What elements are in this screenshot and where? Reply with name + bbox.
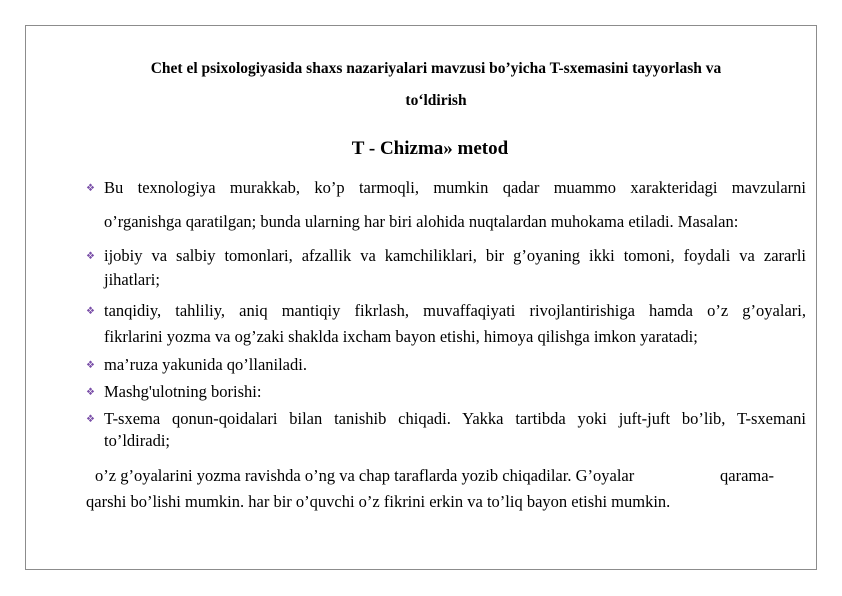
- list-item-line: ma’ruza yakunida qo’llaniladi.: [104, 355, 307, 374]
- method-heading: T - Chizma» metod: [351, 138, 509, 159]
- list-item-line: to’ldiradi;: [104, 431, 170, 450]
- closing-paragraph-line-2: qarshi bo’lishi mumkin. har bir o’quvchi o’z fikrini erkin va to’liq bayon etishi mumkin.: [86, 492, 671, 511]
- document-title-line-1: Chet el psixologiyasida shaxs nazariyalari mavzusi bo’yicha T-sxemasini tayyorlash va: [150, 60, 722, 77]
- list-item-line: jihatlari;: [104, 270, 160, 289]
- list-item-line: fikrlarini yozma va og’zaki shaklda ixcham bayon etishi, himoya qilishga imkon yaratadi;: [104, 327, 698, 346]
- diamond-bullet-icon: ❖: [86, 183, 95, 194]
- diamond-bullet-icon: ❖: [86, 251, 95, 262]
- closing-paragraph-line-1-a: o’z g’oyalarini yozma ravishda o’ng va chap taraflarda yozib chiqadilar. G’oyalar: [95, 466, 635, 485]
- list-item-line: Bu texnologiya murakkab, ko’p tarmoqli, mumkin qadar muammo xarakteridagi mavzularni: [104, 178, 806, 197]
- diamond-bullet-icon: ❖: [86, 306, 95, 317]
- list-item-line: tanqidiy, tahliliy, aniq mantiqiy fikrlash, muvaffaqiyati rivojlantirishiga hamda o’z g’oyalari,: [104, 301, 806, 320]
- diamond-bullet-icon: ❖: [86, 360, 95, 371]
- closing-paragraph-line-1-b: qarama-: [720, 466, 775, 485]
- list-item-line: ijobiy va salbiy tomonlari, afzallik va kamchiliklari, bir g’oyaning ikki tomoni, foydali va zararli: [104, 246, 806, 265]
- list-item-line: T-sxema qonun-qoidalari bilan tanishib chiqadi. Yakka tartibda yoki juft-juft bo’lib, T-sxemani: [104, 409, 806, 428]
- list-item-line: o’rganishga qaratilgan; bunda ularning har biri alohida nuqtalardan muhokama etiladi. Masalan:: [104, 212, 739, 231]
- diamond-bullet-icon: ❖: [86, 387, 95, 398]
- document-title-line-2: to‘ldirish: [405, 92, 467, 109]
- diamond-bullet-icon: ❖: [86, 414, 95, 425]
- list-item-line: Mashg'ulotning borishi:: [104, 382, 262, 401]
